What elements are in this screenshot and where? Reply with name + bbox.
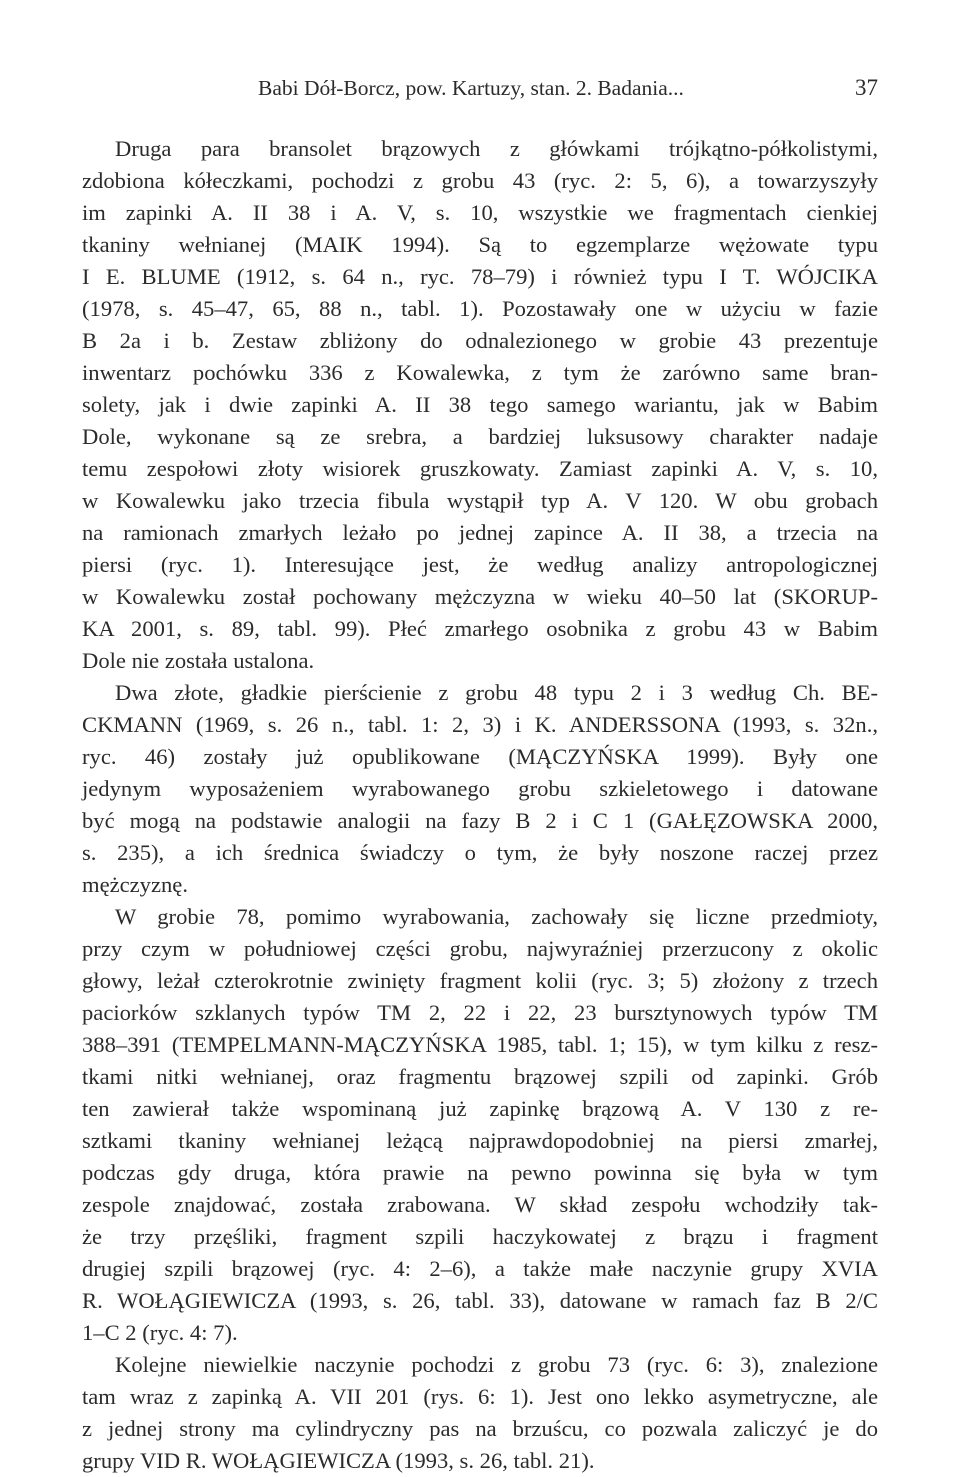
text-line: paciorków szklanych typów TM 2, 22 i 22, 23 bursztynowych typów TM <box>82 1000 878 1025</box>
text-line: solety, jak i dwie zapinki A. II 38 tego samego wariantu, jak w Babim <box>82 392 878 417</box>
text-line: z jednej strony ma cylindryczny pas na brzuścu, co pozwala zaliczyć je do <box>82 1416 878 1441</box>
text-line: im zapinki A. II 38 i A. V, s. 10, wszystkie we fragmentach cienkiej <box>82 200 878 225</box>
text-line: być mogą na podstawie analogii na fazy B 2 i C 1 (GAŁĘZOWSKA 2000, <box>82 808 878 833</box>
text-line: KA 2001, s. 89, tabl. 99). Płeć zmarłego osobnika z grobu 43 w Babim <box>82 616 878 641</box>
text-line: ryc. 46) zostały już opublikowane (MĄCZYŃSKA 1999). Były one <box>82 744 878 769</box>
page-number: 37 <box>855 75 878 100</box>
text-line: tkami nitki wełnianej, oraz fragmentu brązowej szpili od zapinki. Grób <box>82 1064 878 1089</box>
text-line: zespole znajdować, została zrabowana. W skład zespołu wchodziły tak- <box>82 1192 878 1217</box>
text-line: sztkami tkaniny wełnianej leżącą najprawdopodobniej na piersi zmarłej, <box>82 1128 878 1153</box>
text-line: Druga para bransolet brązowych z główkami trójkątno-półkolistymi, <box>115 136 878 161</box>
text-line: Dole nie została ustalona. <box>82 648 315 673</box>
text-line: mężczyznę. <box>82 872 188 897</box>
text-line: piersi (ryc. 1). Interesujące jest, że według analizy antropologicznej <box>82 552 878 577</box>
text-line: (1978, s. 45–47, 65, 88 n., tabl. 1). Pozostawały one w użyciu w fazie <box>82 296 878 321</box>
text-line: ten zawierał także wspominaną już zapinkę brązową A. V 130 z re- <box>82 1096 878 1121</box>
text-line: R. WOŁĄGIEWICZA (1993, s. 26, tabl. 33), datowane w ramach faz B 2/C <box>82 1288 878 1313</box>
text-line: B 2a i b. Zestaw zbliżony do odnalezionego w grobie 43 prezentuje <box>82 328 878 353</box>
text-line: Dole, wykonane są ze srebra, a bardziej luksusowy charakter nadaje <box>82 424 878 449</box>
text-line: W grobie 78, pomimo wyrabowania, zachowały się liczne przedmioty, <box>115 904 878 929</box>
text-line: grupy VID R. WOŁĄGIEWICZA (1993, s. 26, tabl. 21). <box>82 1448 595 1473</box>
text-line: drugiej szpili brązowej (ryc. 4: 2–6), a także małe naczynie grupy XVIA <box>82 1256 878 1281</box>
text-line: 388–391 (TEMPELMANN-MĄCZYŃSKA 1985, tabl. 1; 15), w tym kilku z resz- <box>82 1032 878 1057</box>
text-line: I E. BLUME (1912, s. 64 n., ryc. 78–79) i również typu I T. WÓJCIKA <box>82 264 878 289</box>
text-line: Kolejne niewielkie naczynie pochodzi z grobu 73 (ryc. 6: 3), znalezione <box>115 1352 878 1377</box>
text-line: temu zespołowi złoty wisiorek gruszkowaty. Zamiast zapinki A. V, s. 10, <box>82 456 878 481</box>
text-line: s. 235), a ich średnica świadczy o tym, że były noszone raczej przez <box>82 840 878 865</box>
text-line: przy czym w południowej części grobu, najwyraźniej przerzucony z okolic <box>82 936 878 961</box>
text-line: jedynym wyposażeniem wyrabowanego grobu szkieletowego i datowane <box>82 776 878 801</box>
text-line: tam wraz z zapinką A. VII 201 (rys. 6: 1). Jest ono lekko asymetryczne, ale <box>82 1384 878 1409</box>
page-header <box>258 70 878 106</box>
text-line: podczas gdy druga, która prawie na pewno powinna się była w tym <box>82 1160 878 1185</box>
running-title: Babi Dół-Borcz, pow. Kartuzy, stan. 2. Badania... <box>258 76 684 100</box>
text-line: w Kowalewku jako trzecia fibula wystąpił typ A. V 120. W obu grobach <box>82 488 878 513</box>
text-line: że trzy przęśliki, fragment szpili haczykowatej z brązu i fragment <box>82 1224 878 1249</box>
text-line: tkaniny wełnianej (MAIK 1994). Są to egzemplarze wężowate typu <box>82 232 878 257</box>
text-line: 1–C 2 (ryc. 4: 7). <box>82 1320 238 1345</box>
body-text <box>82 133 878 1477</box>
text-line: zdobiona kółeczkami, pochodzi z grobu 43 (ryc. 2: 5, 6), a towarzyszyły <box>82 168 878 193</box>
text-line: na ramionach zmarłych leżało po jednej zapince A. II 38, a trzecia na <box>82 520 878 545</box>
text-line: w Kowalewku został pochowany mężczyzna w wieku 40–50 lat (SKORUP- <box>82 584 878 609</box>
text-line: Dwa złote, gładkie pierścienie z grobu 48 typu 2 i 3 według Ch. BE- <box>115 680 878 705</box>
text-line: głowy, leżał czterokrotnie zwinięty fragment kolii (ryc. 3; 5) złożony z trzech <box>82 968 878 993</box>
text-line: CKMANN (1969, s. 26 n., tabl. 1: 2, 3) i K. ANDERSSONA (1993, s. 32n., <box>82 712 878 737</box>
text-line: inwentarz pochówku 336 z Kowalewka, z tym że zarówno same bran- <box>82 360 878 385</box>
